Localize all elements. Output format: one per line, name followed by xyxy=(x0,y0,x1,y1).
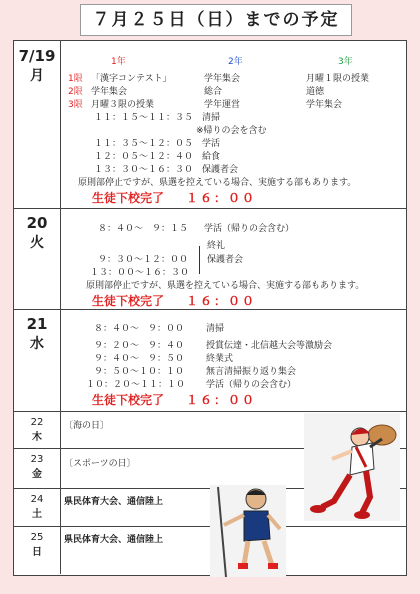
day-of-week: 木 xyxy=(32,432,42,443)
schedule-item: 終業式 xyxy=(206,354,234,364)
schedule-time: １１：３５～１２：０５ xyxy=(94,139,194,149)
dismissal-time: １６：００ xyxy=(186,191,257,205)
date-number: 24 xyxy=(30,494,44,505)
day-row-20 xyxy=(14,208,406,310)
dismissal-line xyxy=(92,189,256,206)
period-grade2: 学年運営 xyxy=(204,100,241,110)
schedule-time: ９：３０～１２：００ xyxy=(98,255,189,265)
schedule-time: ９：４０～ ９：５０ xyxy=(94,354,185,364)
schedule-item: 学活（帰りの会含む） xyxy=(206,380,297,390)
period-grade3: 学年集会 xyxy=(306,100,343,110)
dismissal-label: 生徒下校完了 xyxy=(92,294,165,308)
period-label: 2限 xyxy=(68,87,83,97)
grade-header-3: 3年 xyxy=(338,57,353,67)
dismissal-line xyxy=(92,292,256,309)
schedule-item: ※帰りの会を含む xyxy=(196,126,267,136)
date-cell xyxy=(14,41,61,208)
period-grade1: 「漢字コンテスト」 xyxy=(91,74,172,84)
event-label: 県民体育大会、通信陸上 xyxy=(64,535,164,545)
period-grade3: 道徳 xyxy=(306,87,325,97)
grade-header-1: 1年 xyxy=(111,57,126,67)
day-of-week: 土 xyxy=(32,509,42,520)
schedule-item: 終礼 xyxy=(207,241,226,251)
date-number: 7/19 xyxy=(18,47,56,65)
period-grade2: 総合 xyxy=(204,87,223,97)
schedule-item: 清掃 xyxy=(206,324,225,334)
day-of-week: 火 xyxy=(30,235,44,251)
dismissal-label: 生徒下校完了 xyxy=(92,393,165,407)
schedule-time: １１：１５～１１：３５ xyxy=(94,113,194,123)
schedule-time: １３：００～１６：３０ xyxy=(90,268,190,278)
period-grade1: 学年集会 xyxy=(91,87,128,97)
holiday-label: 〔海の日〕 xyxy=(64,421,110,431)
schedule-item: 学活（帰りの会含む） xyxy=(204,224,295,234)
schedule-item: 学活 xyxy=(202,139,221,149)
date-number: 20 xyxy=(26,214,48,232)
schedule-item: 清掃 xyxy=(202,113,221,123)
schedule-item: 保護者会 xyxy=(202,165,239,175)
day-of-week: 日 xyxy=(32,547,42,558)
day-of-week: 金 xyxy=(32,469,42,480)
day-row-21 xyxy=(14,309,406,412)
schedule-time: １０：２０～１１：１０ xyxy=(86,380,186,390)
schedule-time: １２：０５～１２：４０ xyxy=(94,152,194,162)
schedule-time: ９：５０～１０：１０ xyxy=(94,367,185,377)
dismissal-time: １６：００ xyxy=(186,393,257,407)
date-cell xyxy=(14,309,61,411)
date-cell xyxy=(14,448,61,488)
dismissal-label: 生徒下校完了 xyxy=(92,191,165,205)
date-cell xyxy=(14,526,61,574)
date-number: 21 xyxy=(26,315,48,333)
date-number: 22 xyxy=(30,417,44,428)
date-number: 23 xyxy=(30,454,44,465)
bracket-line xyxy=(199,246,200,274)
day-of-week: 水 xyxy=(30,336,44,352)
day-of-week: 月 xyxy=(30,68,44,84)
page-title: ７月２５日（日）までの予定 xyxy=(80,4,352,36)
period-grade3: 月曜１限の授業 xyxy=(306,74,370,84)
schedule-time: ８：４０～ ９：１５ xyxy=(98,224,189,234)
schedule-item: 保護者会 xyxy=(207,255,244,265)
softball-player-illustration xyxy=(304,413,400,521)
javelin-thrower-illustration xyxy=(210,485,286,577)
day-row-19 xyxy=(14,41,406,209)
club-note: 原則部停止ですが、県選を控えている場合、実施する部もあります。 xyxy=(78,178,357,188)
date-cell xyxy=(14,411,61,448)
period-label: 3限 xyxy=(68,100,83,110)
date-number: 25 xyxy=(30,532,44,543)
schedule-item: 無言清掃振り返り集会 xyxy=(206,367,297,377)
club-note: 原則部停止ですが、県選を控えている場合、実施する部もあります。 xyxy=(86,281,365,291)
schedule-item: 授賞伝達・北信越大会等激励会 xyxy=(206,341,333,351)
date-cell xyxy=(14,208,61,309)
grade-header-2: 2年 xyxy=(228,57,243,67)
schedule-sheet xyxy=(13,40,407,576)
schedule-time: ８：４０～ ９：００ xyxy=(94,324,185,334)
schedule-item: 給食 xyxy=(202,152,221,162)
period-label: 1限 xyxy=(68,74,83,84)
date-cell xyxy=(14,488,61,526)
dismissal-line xyxy=(92,391,256,408)
holiday-label: 〔スポーツの日〕 xyxy=(64,459,136,469)
period-grade2: 学年集会 xyxy=(204,74,241,84)
schedule-time: １３：３０～１６：３０ xyxy=(94,165,194,175)
dismissal-time: １６：００ xyxy=(186,294,257,308)
period-grade1: 月曜３限の授業 xyxy=(91,100,155,110)
event-label: 県民体育大会、通信陸上 xyxy=(64,497,164,507)
schedule-time: ９：２０～ ９：４０ xyxy=(94,341,185,351)
